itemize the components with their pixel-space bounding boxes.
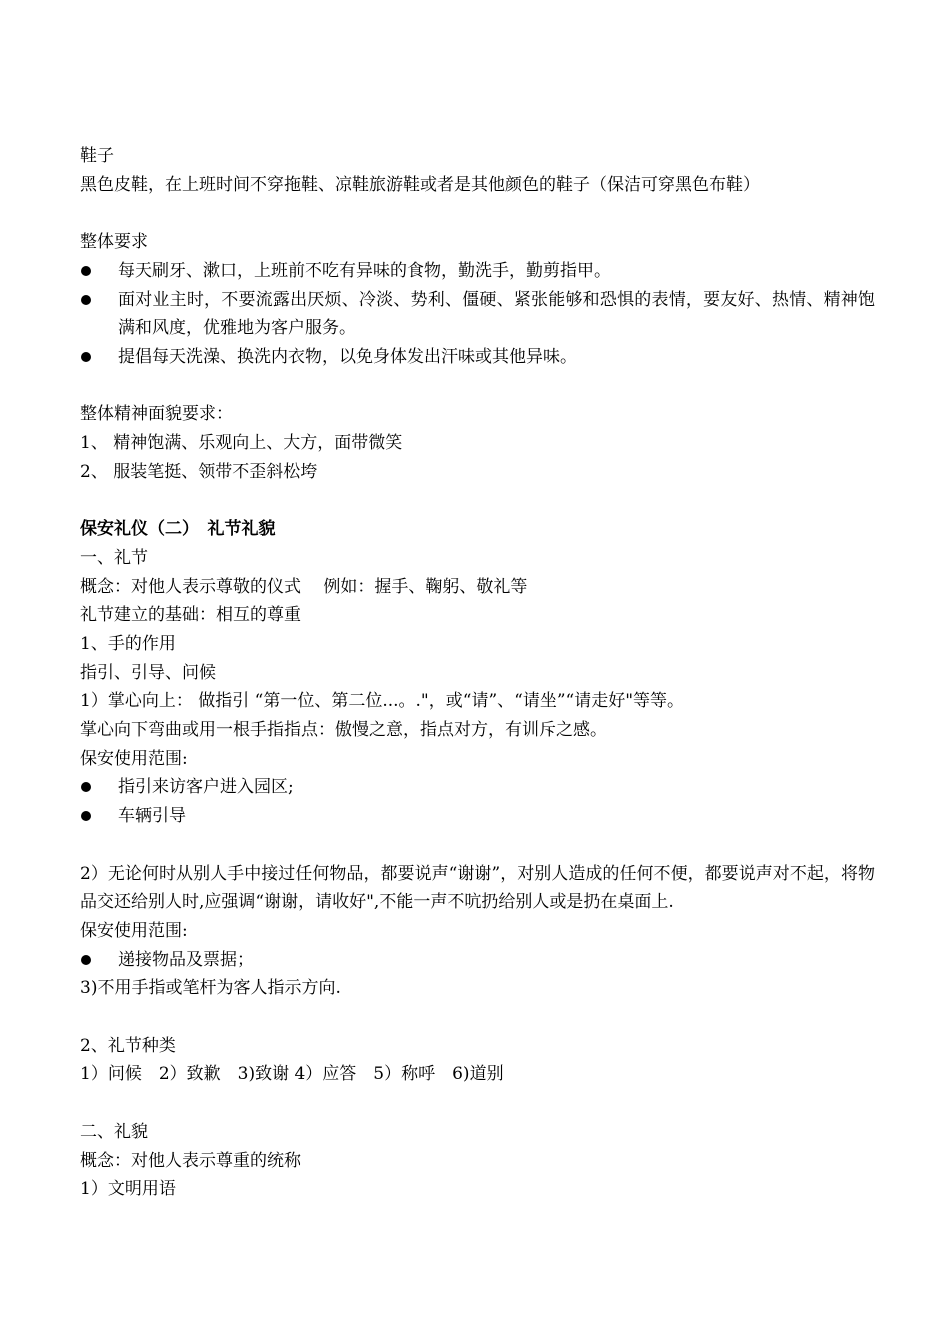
bullet-text: 指引来访客户进入园区;: [118, 777, 294, 798]
item2-paragraph: 2）无论何时从别人手中接过任何物品，都要说声“谢谢”，对别人造成的任何不便，都要说声对不起，将物品交还给别人时,应强调“谢谢，请收好",不能一声不吭扔给别人或是扔在桌面上.: [80, 863, 875, 913]
bullet-text: 车辆引导: [118, 806, 186, 827]
hand-heading: 1、手的作用: [80, 633, 176, 654]
spirit-item: 2、 服装笔挺、领带不歪斜松垮: [80, 461, 318, 482]
shoes-text: 黑色皮鞋，在上班时间不穿拖鞋、凉鞋旅游鞋或者是其他颜色的鞋子（保洁可穿黑色布鞋）: [80, 174, 760, 195]
etiquette-basis: 礼节建立的基础：相互的尊重: [80, 605, 301, 626]
etiquette-concept: 概念：对他人表示尊敬的仪式 例如：握手、鞠躬、敬礼等: [80, 576, 528, 597]
bullet-icon: [81, 782, 91, 792]
section-title: 保安礼仪（二） 礼节礼貌: [80, 519, 276, 540]
courtesy-concept: 概念：对他人表示尊重的统称: [80, 1150, 301, 1171]
document-page: [80, 142, 875, 1204]
bullet-item: [80, 257, 875, 286]
bullet-item: [80, 946, 875, 975]
bullet-icon: [81, 352, 91, 362]
bullet-text: 每天刷牙、漱口，上班前不吃有异味的食物，勤洗手，勤剪指甲。: [118, 260, 611, 281]
bullet-icon: [81, 266, 91, 276]
bullet-text: 提倡每天洗澡、换洗内衣物，以免身体发出汗味或其他异味。: [118, 346, 577, 367]
scope-label: 保安使用范围:: [80, 748, 188, 769]
palm-down-text: 掌心向下弯曲或用一根手指指点：傲慢之意，指点对方，有训斥之感。: [80, 720, 607, 741]
bullet-text: 面对业主时，不要流露出厌烦、冷淡、势利、僵硬、紧张能够和恐惧的表情，要友好、热情、精神饱满和风度，优雅地为客户服务。: [118, 289, 875, 339]
palm-up-text: 1）掌心向上： 做指引 “第一位、第二位...。."，或“请”、“请坐”“请走好"等等。: [80, 691, 685, 712]
bullet-item: [80, 773, 875, 802]
blank-line: [80, 372, 875, 401]
part2-heading: 二、礼貌: [80, 1121, 148, 1142]
blank-line: [80, 199, 875, 228]
part1-heading: 一、礼节: [80, 547, 148, 568]
types-heading: 2、礼节种类: [80, 1035, 176, 1056]
overall-heading: 整体要求: [80, 232, 148, 253]
blank-line: [80, 1089, 875, 1118]
scope-label: 保安使用范围:: [80, 920, 188, 941]
hand-uses: 指引、引导、问候: [80, 662, 216, 683]
bullet-text: 递接物品及票据；: [118, 949, 254, 970]
blank-line: [80, 831, 875, 860]
civil-terms-heading: 1）文明用语: [80, 1179, 176, 1200]
item3-text: 3)不用手指或笔杆为客人指示方向.: [80, 978, 341, 999]
bullet-item: [80, 802, 875, 831]
blank-line: [80, 1003, 875, 1032]
bullet-icon: [81, 295, 91, 305]
bullet-icon: [81, 811, 91, 821]
bullet-item: [80, 286, 875, 343]
bullet-item: [80, 343, 875, 372]
shoes-heading: 鞋子: [80, 146, 114, 166]
types-list: 1）问候 2）致歉 3)致谢 4）应答 5）称呼 6)道别: [80, 1064, 504, 1085]
spirit-item: 1、 精神饱满、乐观向上、大方，面带微笑: [80, 433, 403, 453]
spirit-heading: 整体精神面貌要求：: [80, 404, 233, 425]
bullet-icon: [81, 955, 91, 965]
blank-line: [80, 486, 875, 515]
